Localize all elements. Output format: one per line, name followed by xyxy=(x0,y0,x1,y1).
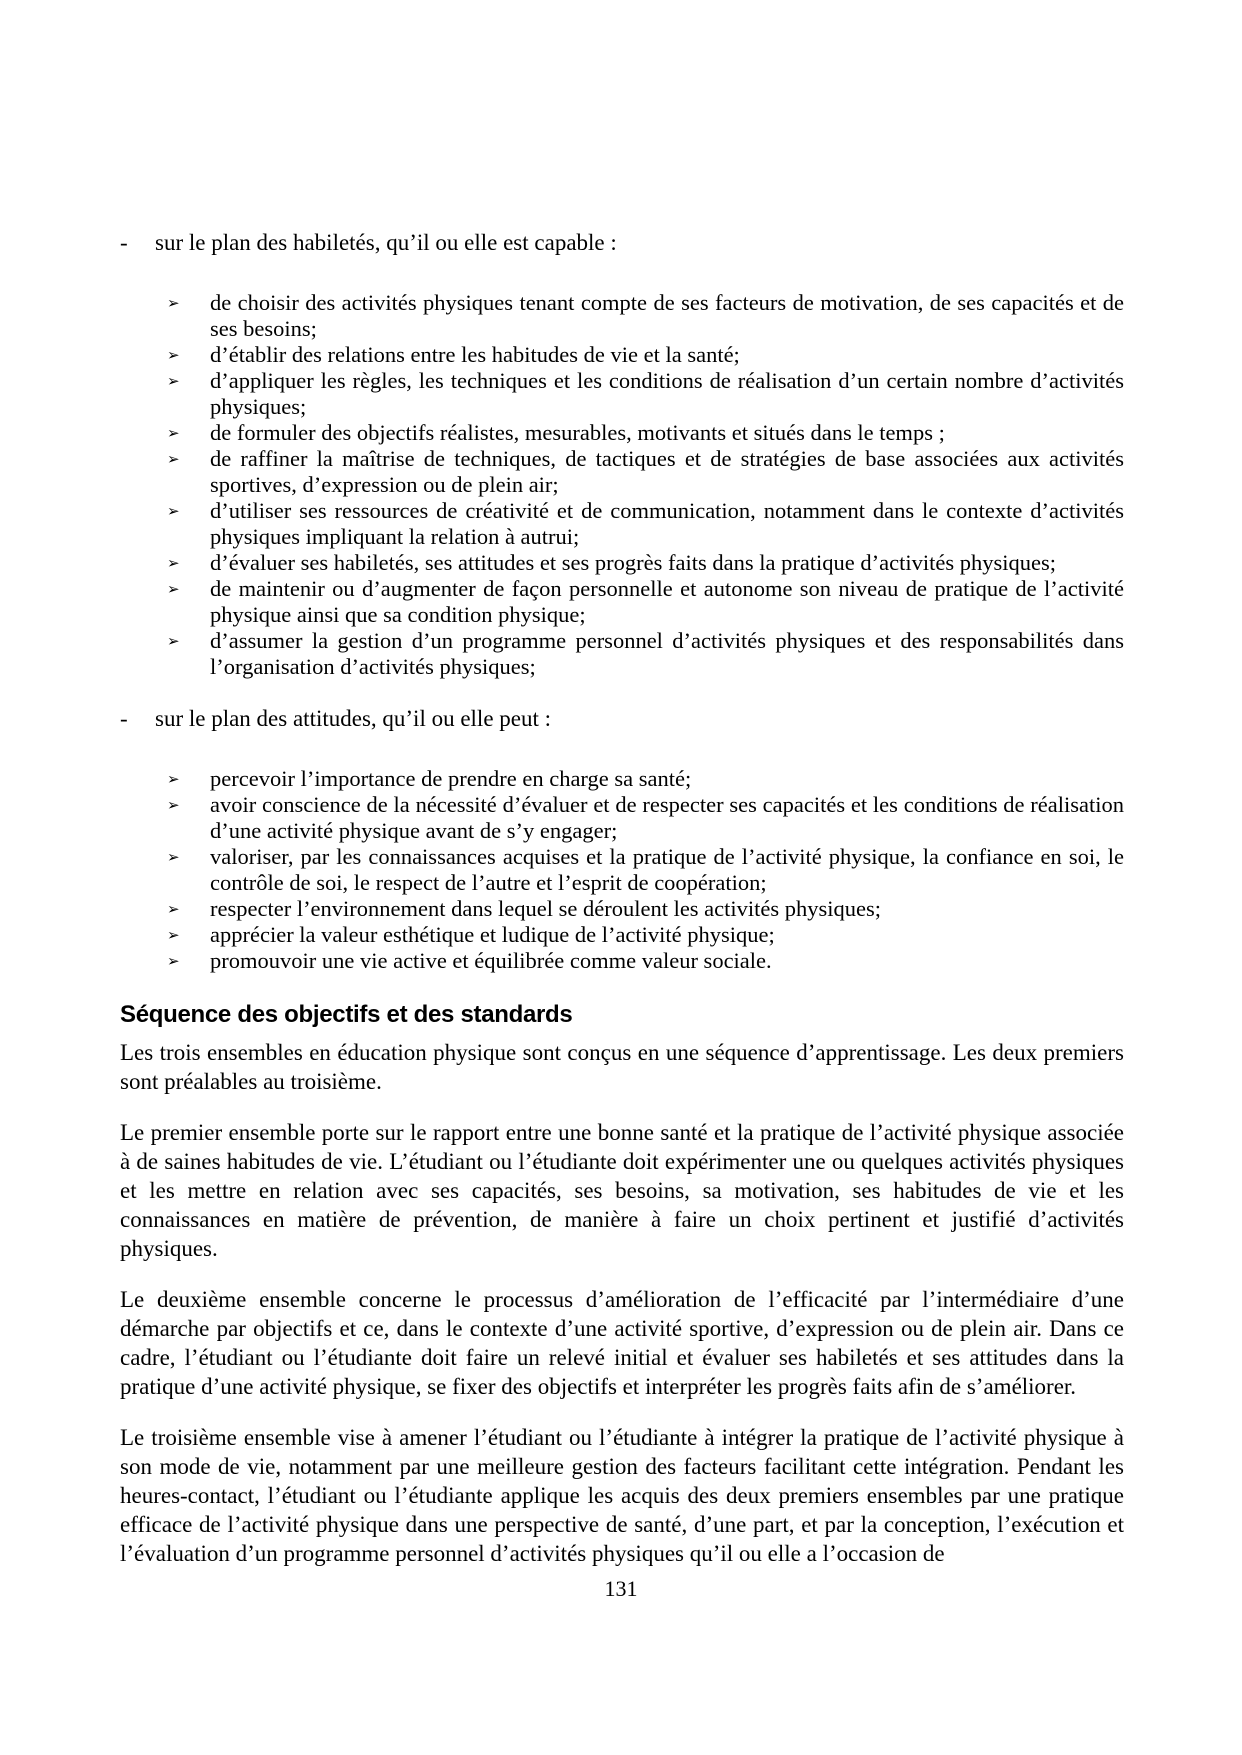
arrow-bullet-icon: ➢ xyxy=(167,952,180,970)
list-item-text: percevoir l’importance de prendre en charge sa santé; xyxy=(210,766,692,791)
dash-item-attitudes xyxy=(120,706,1124,732)
section-intro-habiletes: sur le plan des habiletés, qu’il ou elle est capable : xyxy=(155,230,617,255)
arrow-bullet-icon: ➢ xyxy=(167,424,180,442)
body-paragraphs xyxy=(120,1038,1124,1568)
list-item xyxy=(120,844,1124,896)
page-content xyxy=(120,230,1124,1568)
arrow-bullet-icon: ➢ xyxy=(167,632,180,650)
list-item xyxy=(120,290,1124,342)
arrow-bullet-icon: ➢ xyxy=(167,554,180,572)
list-item-text: d’évaluer ses habiletés, ses attitudes et ses progrès faits dans la pratique d’activités physiques; xyxy=(210,550,1057,575)
paragraph: Le troisième ensemble vise à amener l’étudiant ou l’étudiante à intégrer la pratique de l’activité physique à son mode de vie, notamment par une meilleure gestion des facteurs facilitant cette intégration. Pendant les heures-contact, l’étudiant ou l’étudiante applique les acquis des deux premiers ensembles par une pratique efficace de l’activité physique dans une perspective de santé, d’une part, et par la conception, l’exécution et l’évaluation d’un programme personnel d’activités physiques qu’il ou elle a l’occasion de xyxy=(120,1425,1124,1566)
dash-item-habiletes xyxy=(120,230,1124,256)
dash-bullet-icon: - xyxy=(120,230,128,255)
list-item-text: de choisir des activités physiques tenant compte de ses facteurs de motivation, de ses capacités et de ses besoins; xyxy=(210,290,1124,341)
section-heading: Séquence des objectifs et des standards xyxy=(120,1001,573,1028)
list-item xyxy=(120,792,1124,844)
list-item-text: d’utiliser ses ressources de créativité et de communication, notamment dans le contexte d’activités physiques impliquant la relation à autrui; xyxy=(210,498,1124,549)
section-habiletes xyxy=(120,230,1124,680)
paragraph: Les trois ensembles en éducation physique sont conçus en une séquence d’apprentissage. Les deux premiers sont préalables au troisième. xyxy=(120,1040,1124,1094)
arrow-bullet-icon: ➢ xyxy=(167,450,180,468)
list-item xyxy=(120,896,1124,922)
arrow-bullet-icon: ➢ xyxy=(167,848,180,866)
list-item xyxy=(120,342,1124,368)
paragraph: Le deuxième ensemble concerne le processus d’amélioration de l’efficacité par l’intermédiaire d’une démarche par objectifs et ce, dans le contexte d’une activité sportive, d’expression ou de plein air. Dans ce cadre, l’étudiant ou l’étudiante doit faire un relevé initial et évaluer ses habiletés et ses attitudes dans la pratique d’une activité physique, se fixer des objectifs et interpréter les progrès faits afin de s’améliorer. xyxy=(120,1287,1124,1399)
arrow-bullet-icon: ➢ xyxy=(167,900,180,918)
section-attitudes xyxy=(120,706,1124,974)
page-number: 131 xyxy=(604,1576,638,1601)
list-item-text: d’appliquer les règles, les techniques et les conditions de réalisation d’un certain nombre d’activités physiques; xyxy=(210,368,1124,419)
list-item-text: de raffiner la maîtrise de techniques, de tactiques et de stratégies de base associées aux activités sportives, d’expression ou de plein air; xyxy=(210,446,1124,497)
list-item-text: d’assumer la gestion d’un programme personnel d’activités physiques et des responsabilités dans l’organisation d’activités physiques; xyxy=(210,628,1124,679)
arrow-bullet-icon: ➢ xyxy=(167,294,180,312)
list-item-text: avoir conscience de la nécessité d’évaluer et de respecter ses capacités et les conditions de réalisation d’une activité physique avant de s’y engager; xyxy=(210,792,1124,843)
paragraph: Le premier ensemble porte sur le rapport entre une bonne santé et la pratique de l’activité physique associée à de saines habitudes de vie. L’étudiant ou l’étudiante doit expérimenter une ou quelques activités physiques et les mettre en relation avec ses capacités, ses besoins, sa motivation, ses habitudes de vie et les connaissances en matière de prévention, de manière à faire un choix pertinent et justifié d’activités physiques. xyxy=(120,1120,1124,1261)
arrow-bullet-icon: ➢ xyxy=(167,372,180,390)
list-item xyxy=(120,766,1124,792)
list-item xyxy=(120,420,1124,446)
list-item-text: promouvoir une vie active et équilibrée comme valeur sociale. xyxy=(210,948,772,973)
arrow-bullet-icon: ➢ xyxy=(167,502,180,520)
list-item xyxy=(120,550,1124,576)
arrow-bullet-icon: ➢ xyxy=(167,346,180,364)
list-item xyxy=(120,498,1124,550)
attitudes-bullet-list xyxy=(120,766,1124,974)
arrow-bullet-icon: ➢ xyxy=(167,770,180,788)
list-item xyxy=(120,368,1124,420)
list-item-text: apprécier la valeur esthétique et ludique de l’activité physique; xyxy=(210,922,775,947)
list-item xyxy=(120,948,1124,974)
list-item xyxy=(120,922,1124,948)
list-item xyxy=(120,628,1124,680)
list-item xyxy=(120,446,1124,498)
list-item xyxy=(120,576,1124,628)
arrow-bullet-icon: ➢ xyxy=(167,926,180,944)
arrow-bullet-icon: ➢ xyxy=(167,580,180,598)
list-item-text: de maintenir ou d’augmenter de façon personnelle et autonome son niveau de pratique de l’activité physique ainsi que sa condition physique; xyxy=(210,576,1124,627)
list-item-text: respecter l’environnement dans lequel se déroulent les activités physiques; xyxy=(210,896,882,921)
dash-bullet-icon: - xyxy=(120,706,128,731)
arrow-bullet-icon: ➢ xyxy=(167,796,180,814)
list-item-text: de formuler des objectifs réalistes, mesurables, motivants et situés dans le temps ; xyxy=(210,420,945,445)
list-item-text: valoriser, par les connaissances acquises et la pratique de l’activité physique, la confiance en soi, le contrôle de soi, le respect de l’autre et l’esprit de coopération; xyxy=(210,844,1124,895)
list-item-text: d’établir des relations entre les habitudes de vie et la santé; xyxy=(210,342,740,367)
section-intro-attitudes: sur le plan des attitudes, qu’il ou elle peut : xyxy=(155,706,552,731)
habiletes-bullet-list xyxy=(120,290,1124,680)
